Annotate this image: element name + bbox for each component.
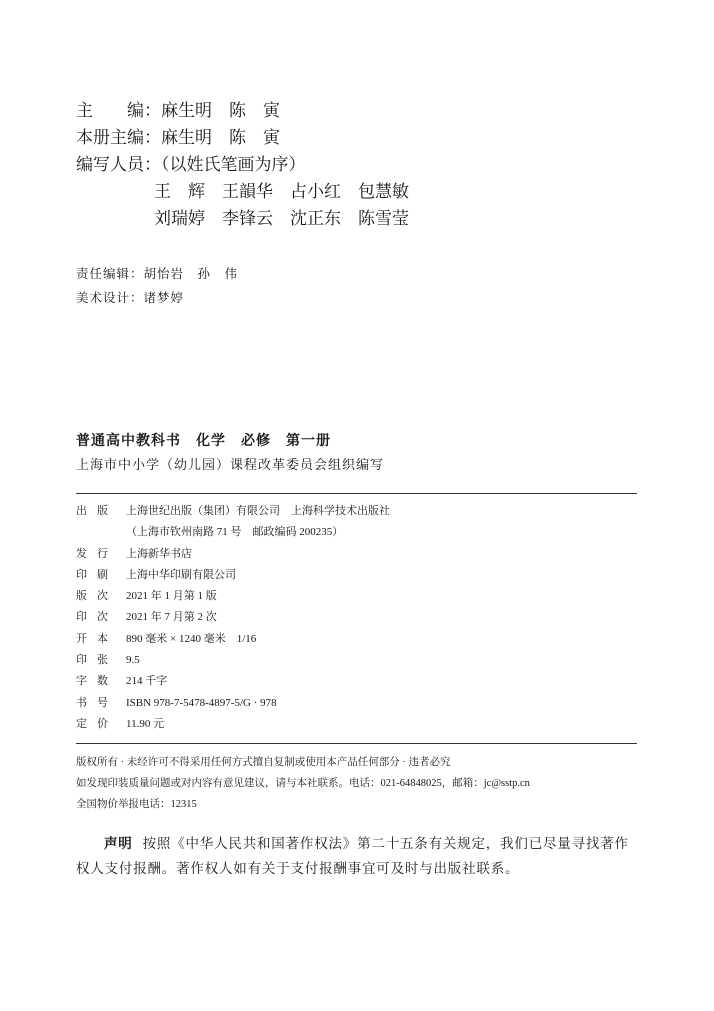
publication-key: 印张 xyxy=(76,654,118,667)
publication-row xyxy=(76,607,390,628)
publication-value: 上海中华印刷有限公司 xyxy=(126,568,236,581)
publication-row xyxy=(76,650,390,671)
price-report-note: 全国物价举报电话：12315 xyxy=(76,799,197,810)
publication-value: 9.5 xyxy=(126,654,140,667)
divider-bottom xyxy=(76,743,637,744)
publication-row xyxy=(76,671,390,692)
publication-row xyxy=(76,586,390,607)
copyright-statement xyxy=(76,832,638,882)
production-credits xyxy=(76,262,238,310)
writers-row-1: 王 辉 王韻华 占小红 包慧敏 xyxy=(154,182,409,202)
publication-row xyxy=(76,501,390,522)
publication-key: 开本 xyxy=(76,632,118,645)
chief-editor-value: 麻生明 陈 寅 xyxy=(161,101,280,121)
publication-key: 定价 xyxy=(76,717,118,730)
publication-key: 发行 xyxy=(76,547,118,560)
publication-row xyxy=(76,693,390,714)
publication-value: 214 千字 xyxy=(126,675,168,688)
publication-row xyxy=(76,629,390,650)
chief-editor-label: 主 编： xyxy=(76,101,161,121)
publication-value: 890 毫米 × 1240 毫米 1/16 xyxy=(126,632,257,645)
publication-value: 2021 年 1 月第 1 版 xyxy=(126,590,217,603)
publication-value: 11.90 元 xyxy=(126,717,165,730)
publication-key: 印次 xyxy=(76,611,118,624)
publication-key: 字数 xyxy=(76,675,118,688)
book-compiler: 上海市中小学（幼儿园）课程改革委员会组织编写 xyxy=(76,458,385,473)
publication-key: 版次 xyxy=(76,590,118,603)
publication-info xyxy=(76,501,390,735)
publication-value: 上海世纪出版（集团）有限公司 上海科学技术出版社 xyxy=(126,505,390,517)
publication-key: 印刷 xyxy=(76,568,118,581)
statement-lead: 声明 xyxy=(104,836,133,852)
legal-notes xyxy=(76,752,530,815)
publication-value: （上海市钦州南路 71 号 邮政编码 200235） xyxy=(126,526,344,539)
volume-editor-row xyxy=(76,125,409,152)
responsible-editor: 责任编辑：胡怡岩 孙 伟 xyxy=(76,266,239,281)
publication-key: 书号 xyxy=(76,696,118,709)
publication-row xyxy=(76,714,390,735)
publication-key xyxy=(76,522,126,543)
volume-editor-value: 麻生明 陈 寅 xyxy=(161,128,280,148)
publication-value: 上海新华书店 xyxy=(126,547,192,560)
copyright-note: 版权所有 · 未经许可不得采用任何方式擅自复制或使用本产品任何部分 · 违者必究 xyxy=(76,757,451,768)
publication-row xyxy=(76,565,390,586)
publication-row xyxy=(76,544,390,565)
publication-value: 2021 年 7 月第 2 次 xyxy=(126,611,217,624)
chief-editor-row xyxy=(76,98,409,125)
book-title: 普通高中教科书 化学 必修 第一册 xyxy=(76,433,331,449)
editorial-credits xyxy=(76,98,409,233)
publication-key: 出版 xyxy=(76,505,118,517)
art-design: 美术设计：诸梦婷 xyxy=(76,290,185,305)
statement-text: 按照《中华人民共和国著作权法》第二十五条有关规定，我们已尽量寻找著作权人支付报酬。著作权人如有关于支付报酬事宜可及时与出版社联系。 xyxy=(76,836,629,877)
volume-editor-label: 本册主编： xyxy=(76,128,161,148)
writers-row-2: 刘瑞婷 李锋云 沈正东 陈雪莹 xyxy=(154,209,409,229)
divider-top xyxy=(76,493,637,494)
quality-contact-note: 如发现印装质量问题或对内容有意见建议，请与本社联系。电话：021-64848025，邮箱：jc@sstp.cn xyxy=(76,778,530,789)
publication-row xyxy=(76,522,390,543)
writers-label: 编写人员：（以姓氏笔画为序） xyxy=(76,155,306,175)
publication-value: ISBN 978-7-5478-4897-5/G · 978 xyxy=(126,696,277,709)
